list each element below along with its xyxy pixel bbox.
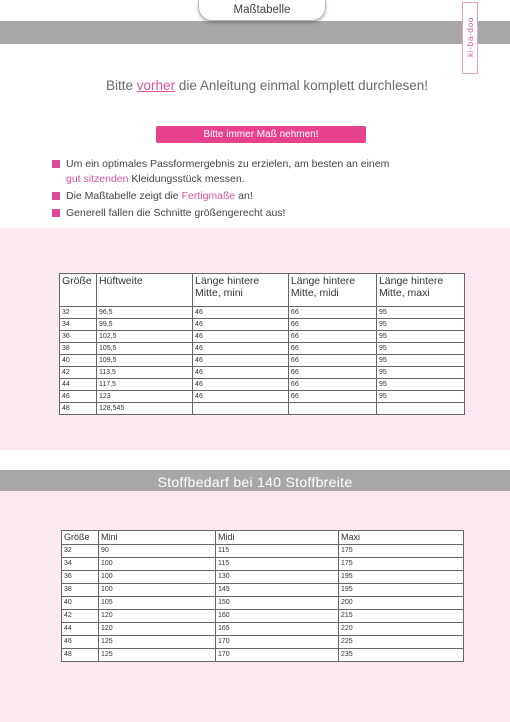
header-cell: Länge hintere Mitte, maxi: [376, 274, 464, 307]
table-cell: 46: [193, 307, 289, 319]
table-cell: 34: [60, 319, 97, 331]
fabric-table: [61, 530, 464, 662]
fabric-table-header-row: [62, 531, 464, 545]
table-row: [62, 545, 464, 558]
header-cell: Hüftweite: [96, 274, 192, 307]
table-cell: 66: [288, 319, 376, 331]
table-cell: 46: [62, 636, 99, 649]
table-cell: 99,5: [96, 319, 192, 331]
tip-item: [52, 189, 472, 204]
table-cell: 36: [62, 571, 99, 584]
tip-text: an!: [235, 190, 253, 202]
table-row: [62, 649, 464, 662]
tip-text: Um ein optimales Passformergebnis zu erzielen, am besten an einem: [66, 158, 390, 170]
table-cell: 32: [62, 545, 99, 558]
table-row: [62, 623, 464, 636]
fabric-section-title: Stoffbedarf bei 140 Stoffbreite: [0, 470, 510, 494]
table-cell: 195: [339, 584, 464, 597]
table-cell: 95: [376, 367, 464, 379]
bullet-square-icon: [52, 209, 60, 217]
table-cell: 120: [99, 623, 216, 636]
table-row: [60, 331, 465, 343]
header-cell: Maxi: [339, 531, 464, 545]
table-cell: 32: [60, 307, 97, 319]
tip-item: [52, 157, 472, 187]
table-cell: 36: [60, 331, 97, 343]
table-row: [60, 403, 465, 415]
table-row: [62, 558, 464, 571]
table-cell: 40: [62, 597, 99, 610]
table-cell: 95: [376, 379, 464, 391]
table-cell: 170: [216, 649, 339, 662]
table-cell: 95: [376, 307, 464, 319]
table-cell: 100: [99, 571, 216, 584]
table-row: [62, 571, 464, 584]
table-cell: [193, 403, 289, 415]
table-cell: 175: [339, 558, 464, 571]
table-cell: 123: [96, 391, 192, 403]
table-row: [60, 343, 465, 355]
header-cell: Midi: [216, 531, 339, 545]
table-row: [60, 379, 465, 391]
table-cell: 128,545: [96, 403, 192, 415]
table-cell: 95: [376, 391, 464, 403]
header-cell: Länge hintere Mitte, mini: [193, 274, 289, 307]
table-cell: 117,5: [96, 379, 192, 391]
table-cell: 95: [376, 331, 464, 343]
table-cell: 220: [339, 623, 464, 636]
table-cell: 96,5: [96, 307, 192, 319]
table-cell: 40: [60, 355, 97, 367]
intro-highlight: vorher: [136, 78, 176, 93]
intro-before: Bitte: [106, 78, 137, 93]
table-cell: [288, 403, 376, 415]
table-cell: 102,5: [96, 331, 192, 343]
header-bar: [0, 21, 510, 44]
table-cell: 120: [99, 610, 216, 623]
table-cell: 95: [376, 319, 464, 331]
table-cell: 46: [193, 367, 289, 379]
table-cell: 46: [60, 391, 97, 403]
table-cell: 105,5: [96, 343, 192, 355]
tip-text: Generell fallen die Schnitte größengerecht aus!: [66, 207, 286, 219]
table-cell: 34: [62, 558, 99, 571]
table-cell: 66: [288, 355, 376, 367]
table-row: [62, 597, 464, 610]
table-cell: 46: [193, 379, 289, 391]
size-table-body: [60, 307, 465, 415]
table-cell: 95: [376, 355, 464, 367]
intro-after: die Anleitung einmal komplett durchlesen!: [175, 78, 428, 93]
table-cell: 105: [99, 597, 216, 610]
table-cell: 145: [216, 584, 339, 597]
bullet-square-icon: [52, 192, 60, 200]
table-cell: 66: [288, 307, 376, 319]
fabric-table-body: [62, 545, 464, 662]
table-cell: 225: [339, 636, 464, 649]
table-cell: 115: [216, 558, 339, 571]
table-cell: 125: [99, 636, 216, 649]
table-row: [60, 367, 465, 379]
table-row: [60, 355, 465, 367]
measure-notice: Bitte immer Maß nehmen!: [156, 126, 366, 143]
header-cell: Größe: [62, 531, 99, 545]
table-cell: 175: [339, 545, 464, 558]
table-cell: 66: [288, 367, 376, 379]
table-cell: 170: [216, 636, 339, 649]
table-cell: 66: [288, 343, 376, 355]
table-cell: 38: [60, 343, 97, 355]
table-cell: [376, 403, 464, 415]
table-cell: 150: [216, 597, 339, 610]
table-cell: 100: [99, 558, 216, 571]
table-row: [60, 319, 465, 331]
table-cell: 195: [339, 571, 464, 584]
table-cell: 44: [62, 623, 99, 636]
tip-text: Kleidungsstück messen.: [128, 173, 245, 185]
table-cell: 42: [62, 610, 99, 623]
tip-highlight: Fertigmaße: [181, 190, 236, 202]
table-cell: 200: [339, 597, 464, 610]
header-cell: Länge hintere Mitte, midi: [288, 274, 376, 307]
table-cell: 46: [193, 343, 289, 355]
tip-text: Die Maßtabelle zeigt die: [66, 190, 182, 202]
table-cell: 46: [193, 391, 289, 403]
table-cell: 113,5: [96, 367, 192, 379]
header-cell: Größe: [60, 274, 97, 307]
table-cell: 90: [99, 545, 216, 558]
page-title-tab: Maßtabelle: [198, 0, 326, 21]
table-cell: 48: [60, 403, 97, 415]
size-table: [59, 273, 465, 415]
table-row: [62, 636, 464, 649]
bullet-square-icon: [52, 160, 60, 168]
brand-text: ki-ba-doo: [465, 17, 475, 57]
table-cell: 95: [376, 343, 464, 355]
table-row: [62, 584, 464, 597]
table-cell: 215: [339, 610, 464, 623]
table-cell: 38: [62, 584, 99, 597]
table-cell: 44: [60, 379, 97, 391]
table-cell: 46: [193, 331, 289, 343]
table-cell: 46: [193, 319, 289, 331]
brand-logo: [462, 2, 478, 74]
table-cell: 66: [288, 379, 376, 391]
intro-text: [0, 78, 510, 93]
size-table-header-row: [60, 274, 465, 307]
table-cell: 160: [216, 610, 339, 623]
table-cell: 46: [193, 355, 289, 367]
table-cell: 42: [60, 367, 97, 379]
table-row: [60, 391, 465, 403]
tips-list: [52, 157, 472, 223]
table-cell: 100: [99, 584, 216, 597]
header-cell: Mini: [99, 531, 216, 545]
table-cell: 130: [216, 571, 339, 584]
tip-item: [52, 206, 472, 221]
table-row: [62, 610, 464, 623]
table-cell: 109,5: [96, 355, 192, 367]
table-cell: 235: [339, 649, 464, 662]
table-row: [60, 307, 465, 319]
table-cell: 66: [288, 391, 376, 403]
table-cell: 66: [288, 331, 376, 343]
table-cell: 165: [216, 623, 339, 636]
table-cell: 115: [216, 545, 339, 558]
table-cell: 125: [99, 649, 216, 662]
tip-highlight: gut sitzenden: [66, 173, 129, 185]
table-cell: 48: [62, 649, 99, 662]
